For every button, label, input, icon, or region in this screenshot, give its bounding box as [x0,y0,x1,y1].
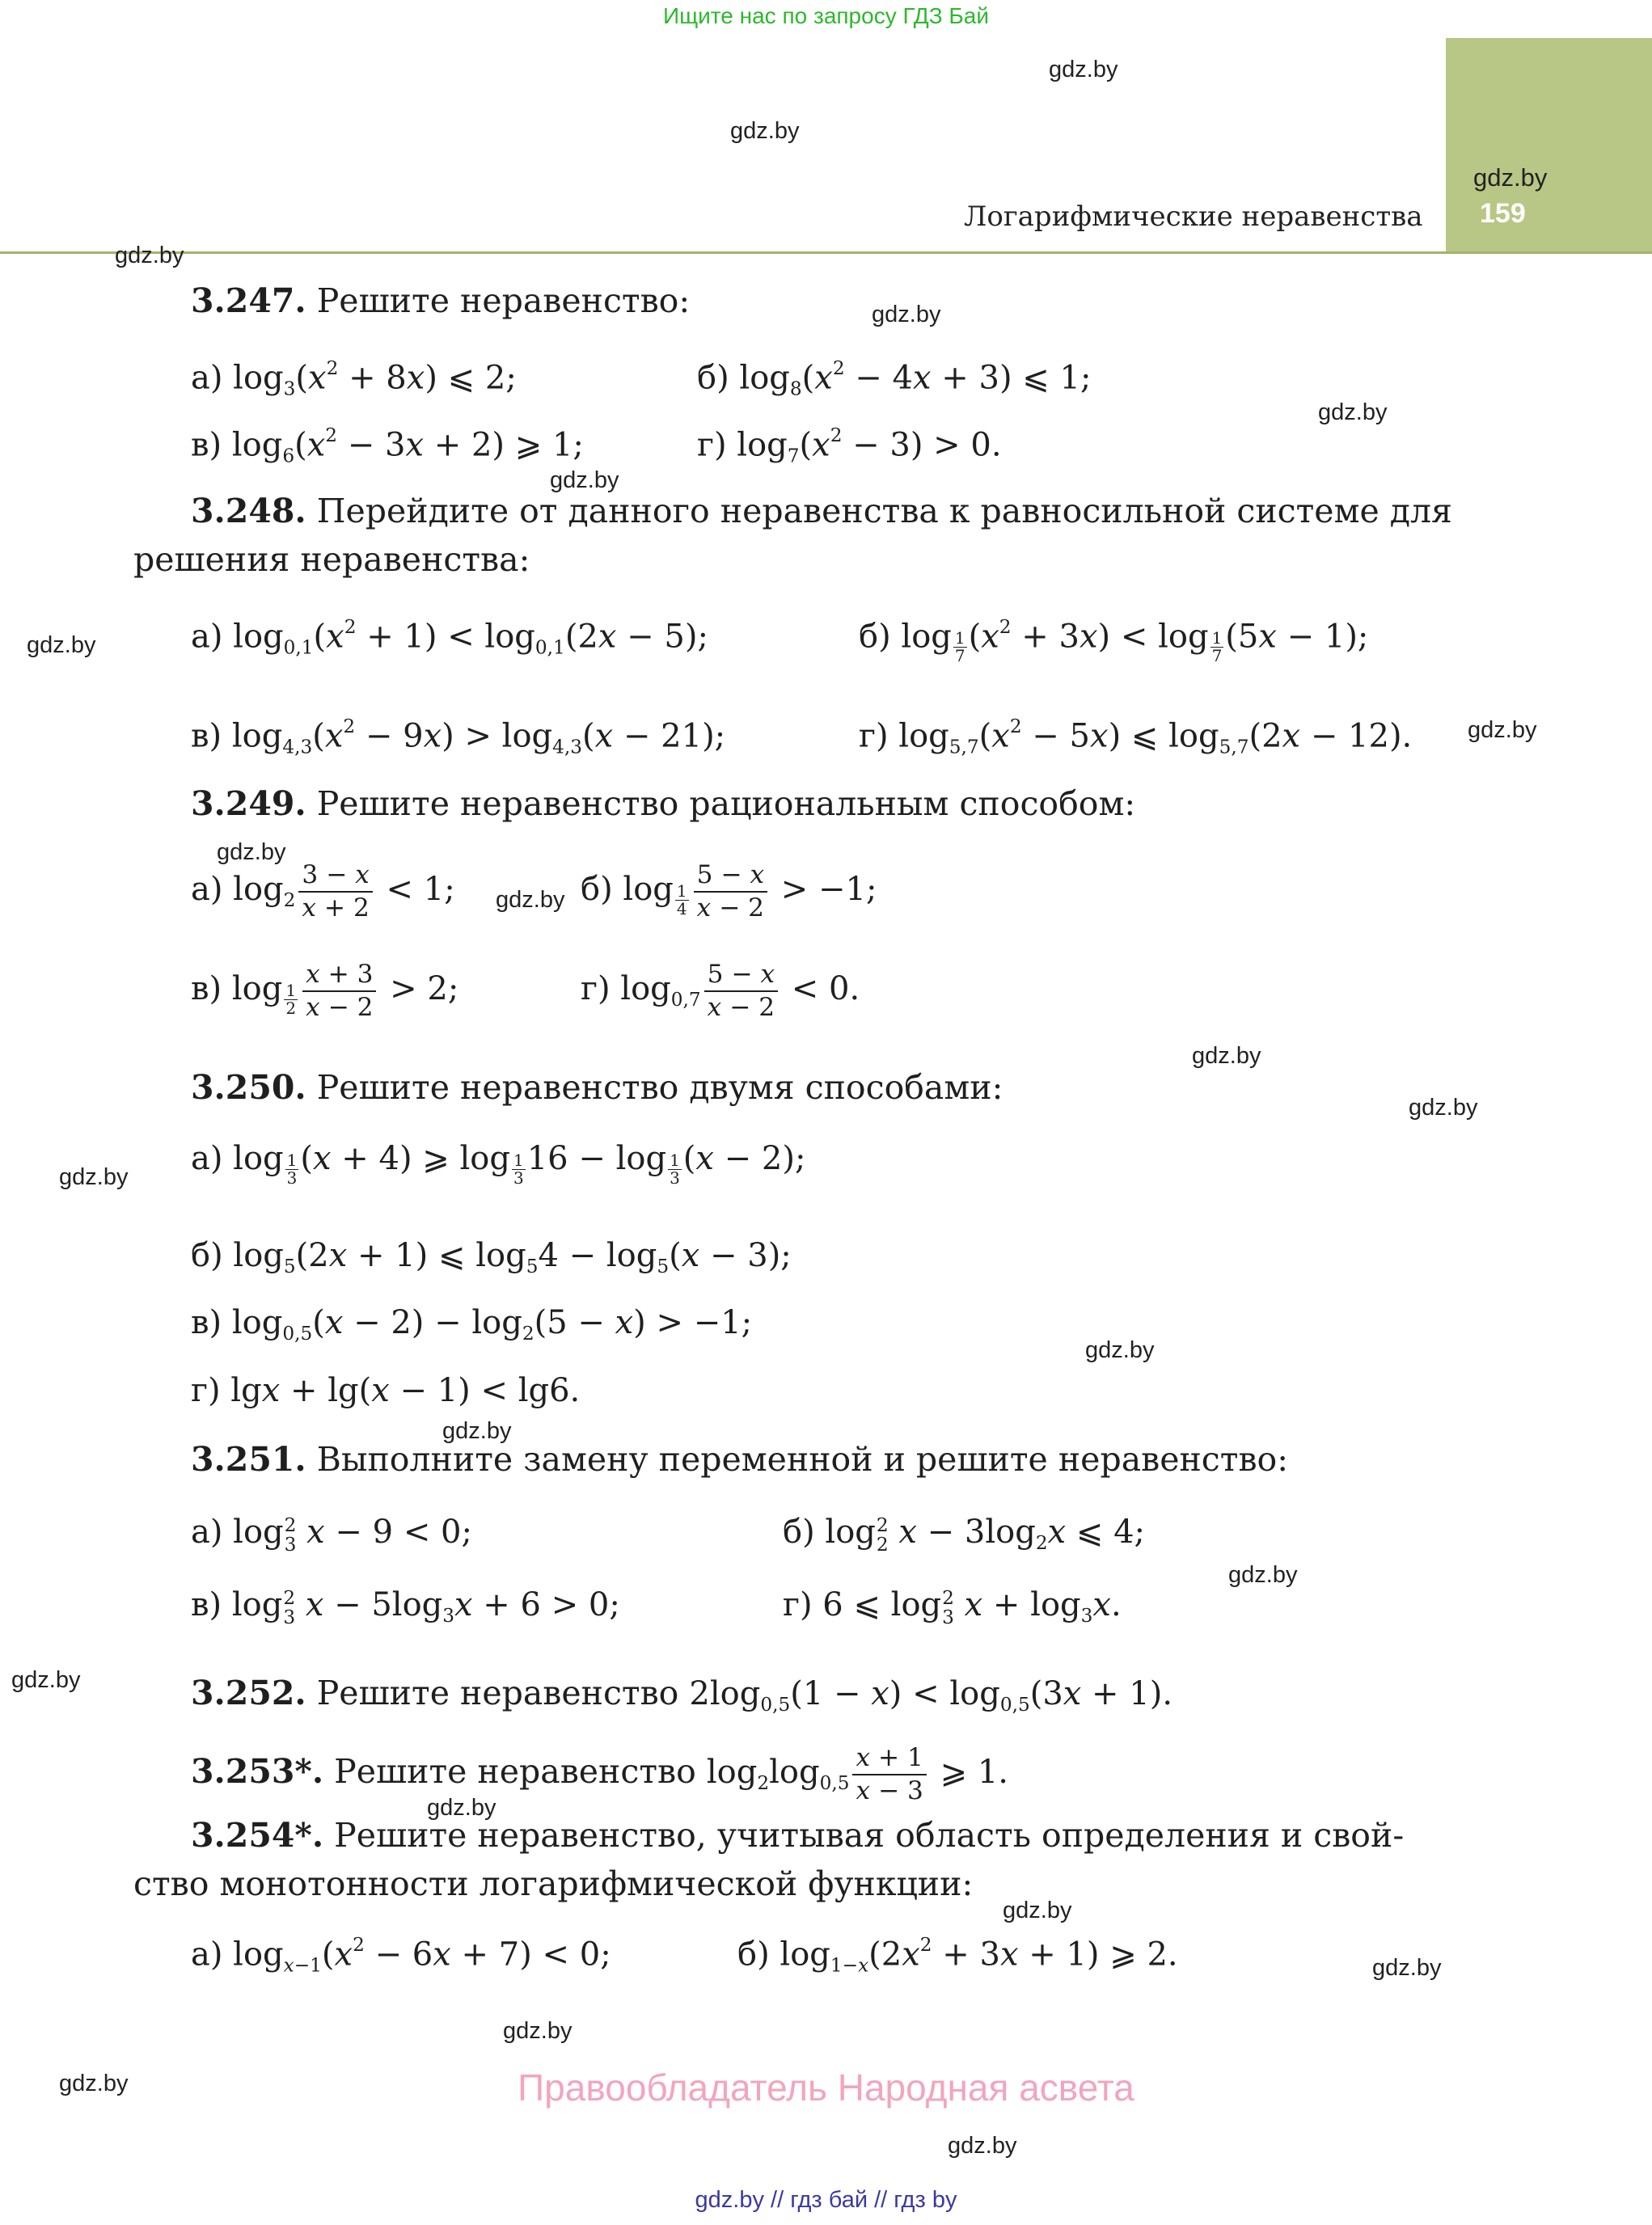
problem-3-249-v: в) log $\frac{1}{2}$ $\frac{x + 3}{x - 2}$ > 2; [191,960,459,1022]
watermark: gdz.by [217,839,286,865]
problem-3-247-a: а) $\log_3(x^2 + 8x)$ ⩽ 2; [191,357,517,400]
problem-3-248-statement: 3.248. Перейдите от данного неравенства к равносильной системе для [191,492,1452,530]
problem-number: 3.247. [191,281,306,320]
problem-3-251-g: г) 6 ⩽ log 2 3 $x + \log_3x$. [783,1586,1122,1629]
problem-3-249-statement: 3.249. Решите неравенство рациональным способом: [191,784,1136,823]
problem-3-247-v: в) $\log_6(x^2 - 3x + 2)$ ⩾ 1; [191,424,584,467]
copyright-notice: Правообладатель Народная асвета [518,2067,1134,2109]
footer-links[interactable]: gdz.by // гдз бай // гдз by [695,2187,957,2213]
problem-3-252-statement: 3.252. Решите неравенство $2\log_{0,5}(1 - x) < \log_{0,5}(3x + 1)$. [191,1674,1173,1716]
problem-3-251-a: а) log 2 3 x − 9 < 0; [191,1514,472,1556]
problem-number: 3.254*. [191,1816,324,1855]
watermark: gdz.by [1085,1337,1155,1363]
problem-3-247-g: г) $\log_7(x^2 - 3) > 0$. [697,424,1002,467]
watermark: gdz.by [427,1795,496,1821]
watermark: gdz.by [59,2071,129,2096]
watermark: gdz.by [948,2133,1017,2159]
watermark: gdz.by [1228,1562,1298,1588]
problem-3-251-b: б) log 2 2 $x - 3\log_2x$ ⩽ 4; [783,1514,1146,1556]
problem-3-253-statement: 3.253*. Решите неравенство $\log_2\log_{0,5}$ $\frac{x + 1}{x - 3}$ ⩾ 1. [191,1743,1008,1805]
watermark: gdz.by [496,887,565,913]
problem-3-248-g: г) $\log_{5,7}(x^2 - 5x)$ ⩽ $\log_{5,7}(2x - 12)$. [859,716,1413,758]
watermark: gdz.by [503,2018,572,2044]
problem-3-248-v: в) $\log_{4,3}(x^2 - 9x) > \log_{4,3}(x - 21)$; [191,716,726,758]
problem-3-249-a: а) $\log_2$ $\frac{3 - x}{x + 2}$ < 1; [191,860,455,923]
top-banner: Ищите нас по запросу ГДЗ Бай [662,3,990,28]
problem-3-254-b: б) $\log_{1-x}(2x^2 + 3x + 1)$ ⩾ 2. [737,1934,1178,1977]
problem-number: 3.250. [191,1068,306,1107]
watermark: gdz.by [1318,399,1388,425]
problem-3-250-v: в) $\log_{0,5}(x - 2) - \log_2(5 - x) > -1$; [191,1304,753,1345]
problem-3-249-b: б) log $\frac{1}{4}$ $\frac{5 - x}{x - 2}$ > −1; [581,860,877,923]
watermark: gdz.by [442,1418,512,1444]
watermark: gdz.by [1473,163,1548,192]
watermark: gdz.by [872,302,941,327]
problem-3-254-statement: 3.254*. Решите неравенство, учитывая область определения и свой- [191,1816,1405,1855]
problem-3-250-a: а) log $\frac{1}{3}$ (x + 4) ⩾ log $\frac{1}{3}$ 16 − log $\frac{1}{3}$ (x − 2); [191,1140,806,1188]
section-title: Логарифмические неравенства [964,201,1423,233]
problem-3-248-statement-cont: решения неравенства: [133,540,530,579]
problem-number: 3.252. [191,1674,306,1712]
watermark: gdz.by [1192,1043,1261,1069]
watermark: gdz.by [1468,717,1537,743]
watermark: gdz.by [27,632,96,658]
problem-3-254-a: а) $\log_{x-1}(x^2 - 6x + 7) < 0$; [191,1934,611,1977]
watermark: gdz.by [730,118,800,144]
problem-number: 3.251. [191,1440,306,1479]
problem-3-247-statement: 3.247. Решите неравенство: [191,281,691,320]
watermark: gdz.by [59,1164,129,1190]
watermark: gdz.by [1003,1898,1072,1923]
problem-3-248-a: а) $\log_{0,1}(x^2 + 1) < \log_{0,1}(2x - 5)$; [191,616,708,659]
watermark: gdz.by [11,1667,81,1693]
problem-3-251-v: в) log 2 3 $x - 5\log_3x + 6 > 0$; [191,1586,620,1629]
page-number: 159 [1480,198,1526,229]
header-divider [0,251,1652,254]
problem-3-249-g: г) $\log_{0,7}$ $\frac{5 - x}{x - 2}$ < 0. [581,960,860,1022]
watermark: gdz.by [1409,1095,1478,1121]
problem-3-250-statement: 3.250. Решите неравенство двумя способами: [191,1068,1003,1107]
problem-3-250-g: г) lgx + lg(x − 1) < lg6. [191,1372,581,1409]
watermark: gdz.by [115,243,184,268]
problem-3-248-b: б) log $\frac{1}{7}$ $(x^2 + 3x) < \log$ $\frac{1}{7}$ (5x − 1); [859,616,1369,666]
page-number-tab [1446,38,1652,253]
problem-number: 3.249. [191,784,306,823]
problem-3-250-b: б) $\log_5(2x + 1)$ ⩽ $\log_54 - \log_5(x - 3)$; [191,1237,792,1278]
problem-3-254-statement-cont: ство монотонности логарифмической функции: [133,1864,974,1903]
problem-3-247-b: б) $\log_8(x^2 - 4x + 3)$ ⩽ 1; [697,357,1092,400]
problem-3-251-statement: 3.251. Выполните замену переменной и решите неравенство: [191,1440,1289,1479]
problem-number: 3.248. [191,492,306,530]
watermark: gdz.by [1049,57,1118,82]
watermark: gdz.by [1372,1955,1442,1981]
watermark: gdz.by [550,467,619,493]
problem-number: 3.253*. [191,1752,324,1791]
